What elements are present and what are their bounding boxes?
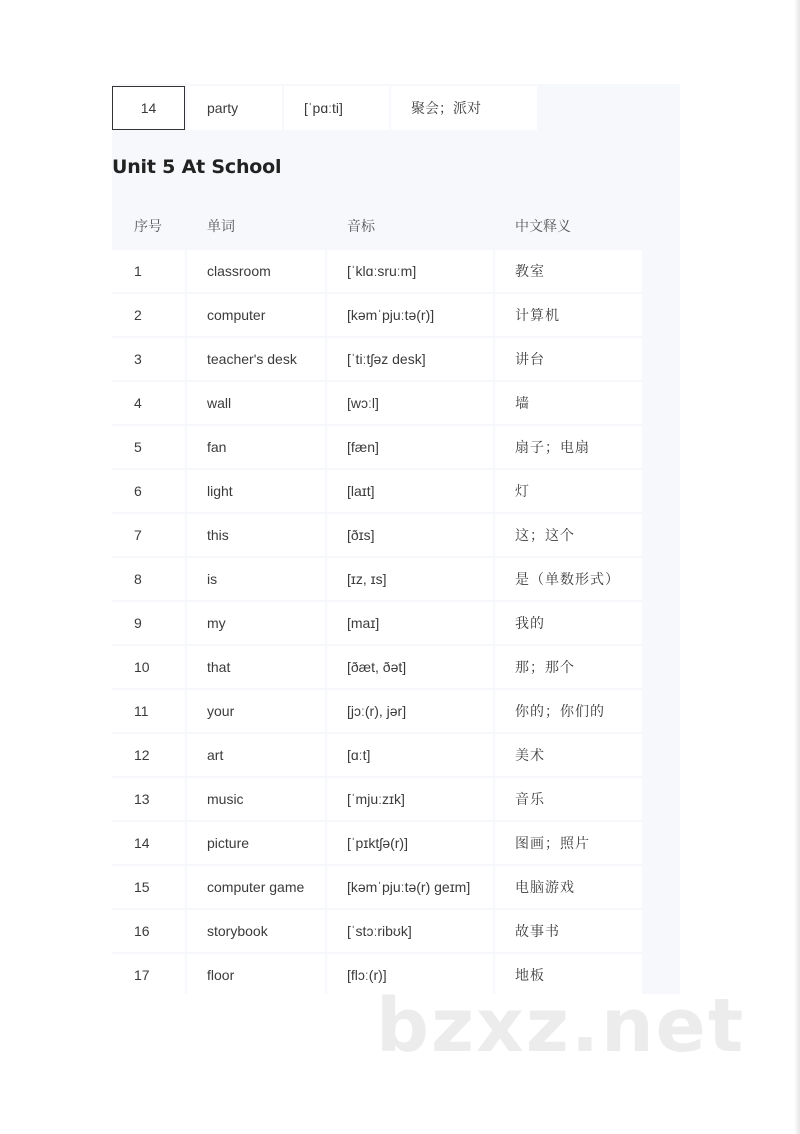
row-meaning-cell: 是（单数形式）: [495, 558, 642, 600]
table-row: [112, 250, 642, 292]
row-number-cell: 7: [112, 514, 185, 556]
table-row: [112, 294, 642, 336]
row-word-cell: computer: [187, 294, 325, 336]
table-row: [112, 382, 642, 424]
row-word-cell: art: [187, 734, 325, 776]
row-meaning-cell: 美术: [495, 734, 642, 776]
row-phonetic-cell: [jɔː(r), jər]: [327, 690, 493, 732]
row-word-cell: my: [187, 602, 325, 644]
row-phonetic-cell: [wɔːl]: [327, 382, 493, 424]
row-number-cell: 8: [112, 558, 185, 600]
row-meaning-cell: 计算机: [495, 294, 642, 336]
row-word-cell: music: [187, 778, 325, 820]
row-phonetic-cell: [ɪz, ɪs]: [327, 558, 493, 600]
table-header: [112, 204, 642, 248]
row-meaning-cell: 这；这个: [495, 514, 642, 556]
row-phonetic-cell: [ˈstɔːribʊk]: [327, 910, 493, 952]
row-phonetic-cell: [ˈklɑːsruːm]: [327, 250, 493, 292]
row-word-cell: teacher's desk: [187, 338, 325, 380]
row-number-cell: 1: [112, 250, 185, 292]
row-meaning-cell: 电脑游戏: [495, 866, 642, 908]
row-number-cell: 13: [112, 778, 185, 820]
row-word-cell: fan: [187, 426, 325, 468]
row-phonetic-cell: [ðɪs]: [327, 514, 493, 556]
table-row: [112, 470, 642, 512]
table-row: [112, 866, 642, 908]
row-phonetic-cell: [ɑːt]: [327, 734, 493, 776]
table-row: [112, 910, 642, 952]
page-edge-shadow: [794, 0, 800, 1134]
row-meaning-cell: 教室: [495, 250, 642, 292]
row-number-cell: 9: [112, 602, 185, 644]
row-meaning-cell: 地板: [495, 954, 642, 996]
row-meaning-cell: 墙: [495, 382, 642, 424]
row-meaning-cell: 灯: [495, 470, 642, 512]
carry-row-word-cell: party: [187, 86, 282, 130]
row-phonetic-cell: [maɪ]: [327, 602, 493, 644]
row-phonetic-cell: [ˈmjuːzɪk]: [327, 778, 493, 820]
row-meaning-cell: 讲台: [495, 338, 642, 380]
row-word-cell: computer game: [187, 866, 325, 908]
row-phonetic-cell: [laɪt]: [327, 470, 493, 512]
table-row: [112, 734, 642, 776]
row-word-cell: is: [187, 558, 325, 600]
table-row: [112, 690, 642, 732]
carry-row-phonetic-cell: [ˈpɑːti]: [284, 86, 389, 130]
row-phonetic-cell: [ðæt, ðət]: [327, 646, 493, 688]
header-number: 序号: [134, 218, 162, 234]
row-phonetic-cell: [kəmˈpjuːtə(r) ɡeɪm]: [327, 866, 493, 908]
row-phonetic-cell: [flɔː(r)]: [327, 954, 493, 996]
row-number-cell: 2: [112, 294, 185, 336]
row-number-cell: 12: [112, 734, 185, 776]
row-word-cell: your: [187, 690, 325, 732]
row-number-cell: 16: [112, 910, 185, 952]
row-number-cell: 5: [112, 426, 185, 468]
row-phonetic-cell: [ˈtiːtʃəz desk]: [327, 338, 493, 380]
table-body: [112, 250, 642, 996]
table-row: [112, 426, 642, 468]
header-meaning: 中文释义: [515, 218, 571, 234]
vocabulary-table: [112, 204, 642, 996]
table-row: [112, 778, 642, 820]
row-word-cell: this: [187, 514, 325, 556]
row-meaning-cell: 音乐: [495, 778, 642, 820]
row-number-cell: 17: [112, 954, 185, 996]
row-word-cell: light: [187, 470, 325, 512]
table-row: [112, 338, 642, 380]
table-row: [112, 646, 642, 688]
table-row: [112, 822, 642, 864]
section-title: Unit 5 At School: [112, 156, 282, 178]
watermark-logo: bzxz.net: [376, 983, 746, 1069]
header-word: 单词: [207, 218, 235, 234]
row-word-cell: that: [187, 646, 325, 688]
row-meaning-cell: 我的: [495, 602, 642, 644]
row-number-cell: 14: [112, 822, 185, 864]
row-word-cell: picture: [187, 822, 325, 864]
row-meaning-cell: 故事书: [495, 910, 642, 952]
row-number-cell: 3: [112, 338, 185, 380]
row-number-cell: 4: [112, 382, 185, 424]
row-word-cell: wall: [187, 382, 325, 424]
carry-row-meaning-cell: 聚会；派对: [391, 86, 537, 130]
row-word-cell: floor: [187, 954, 325, 996]
row-number-cell: 11: [112, 690, 185, 732]
row-number-cell: 10: [112, 646, 185, 688]
row-meaning-cell: 那；那个: [495, 646, 642, 688]
row-meaning-cell: 扇子；电扇: [495, 426, 642, 468]
row-word-cell: storybook: [187, 910, 325, 952]
row-meaning-cell: 图画；照片: [495, 822, 642, 864]
row-word-cell: classroom: [187, 250, 325, 292]
row-meaning-cell: 你的；你们的: [495, 690, 642, 732]
table-row: [112, 602, 642, 644]
row-phonetic-cell: [kəmˈpjuːtə(r)]: [327, 294, 493, 336]
table-row: [112, 514, 642, 556]
carry-row-number-cell[interactable]: 14: [112, 86, 185, 130]
row-number-cell: 6: [112, 470, 185, 512]
header-phonetic: 音标: [347, 218, 375, 234]
row-number-cell: 15: [112, 866, 185, 908]
row-phonetic-cell: [fæn]: [327, 426, 493, 468]
table-row: [112, 558, 642, 600]
row-phonetic-cell: [ˈpɪktʃə(r)]: [327, 822, 493, 864]
